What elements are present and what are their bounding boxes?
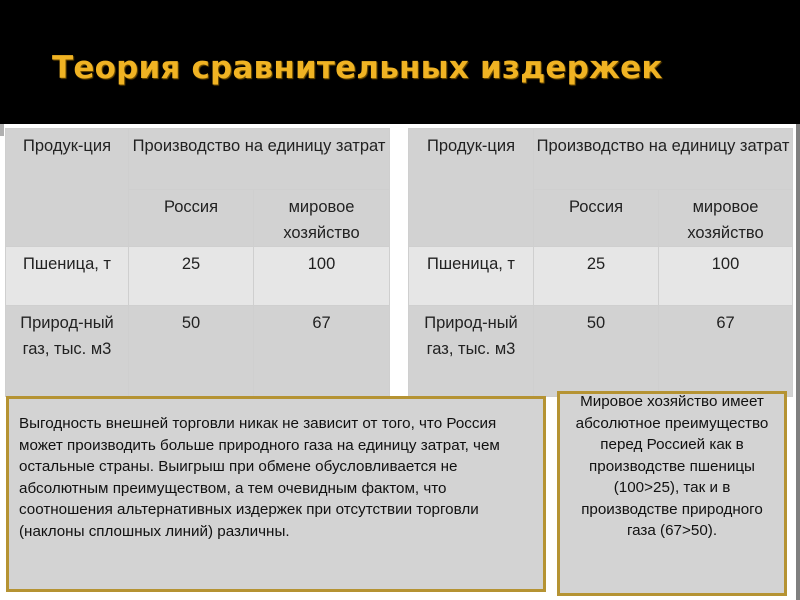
header-product: Продук-ция	[409, 129, 534, 247]
cell-product: Природ-ный газ, тыс. м3	[409, 306, 534, 397]
right-edge-bar	[796, 124, 800, 600]
cell-product: Пшеница, т	[409, 247, 534, 306]
cell-russia: 50	[129, 306, 254, 397]
cell-russia: 50	[534, 306, 659, 397]
note-box-left	[6, 396, 546, 592]
cell-world: 67	[254, 306, 390, 397]
cell-product: Пшеница, т	[6, 247, 129, 306]
table-row	[409, 306, 793, 397]
header-bar	[0, 0, 800, 124]
table-row	[6, 247, 390, 306]
cell-russia: 25	[534, 247, 659, 306]
cell-world: 100	[254, 247, 390, 306]
left-edge-bar	[0, 124, 4, 136]
table-row	[6, 306, 390, 397]
header-product: Продук-ция	[6, 129, 129, 247]
table-row	[409, 247, 793, 306]
comparison-table-left	[5, 128, 389, 397]
note-box-right	[557, 391, 787, 596]
note-text-right: Мировое хозяйство имеет абсолютное преимущество перед Россией как в производстве пшеницы (100>25), так и в производстве природного газа (67>50).	[575, 393, 769, 539]
header-production: Производство на единицу затрат	[534, 129, 793, 190]
header-russia: Россия	[534, 190, 659, 247]
cell-world: 67	[659, 306, 793, 397]
cell-product: Природ-ный газ, тыс. м3	[6, 306, 129, 397]
header-world: мировое хозяйство	[659, 190, 793, 247]
header-world: мировое хозяйство	[254, 190, 390, 247]
comparison-table-right	[408, 128, 792, 397]
cell-russia: 25	[129, 247, 254, 306]
header-russia: Россия	[129, 190, 254, 247]
page-title: Теория сравнительных издержек	[52, 50, 663, 86]
note-text-left: Выгодность внешней торговли никак не зависит от того, что Россия может производить больше природного газа на единицу затрат, чем остальные страны. Выигрыш при обмене обусловливается не абсолютным преимуществом, а тем очевидным фактом, что соотношения альтернативных издержек при отсутствии торговли (наклоны сплошных линий) различны.	[19, 415, 500, 540]
header-production: Производство на единицу затрат	[129, 129, 390, 190]
cell-world: 100	[659, 247, 793, 306]
